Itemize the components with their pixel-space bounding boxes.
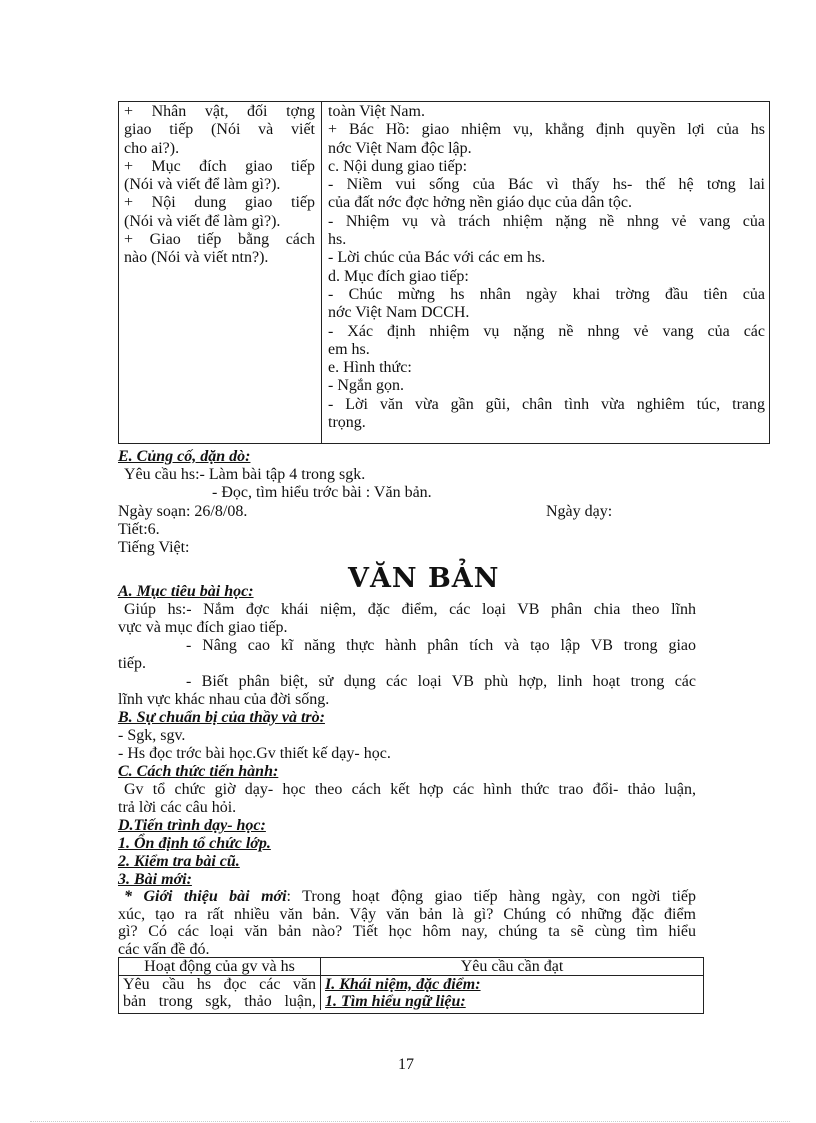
bottom-table [118, 957, 704, 1014]
para-line: Gv tổ chức giờ dạy- học theo cách kết hợp các hình thức trao đổi- thảo luận, [124, 781, 696, 798]
section-a-paragraph [118, 673, 696, 708]
header-cell: Hoạt động của gv và hs [119, 958, 321, 975]
table-line: d. Mục đích giao tiếp: [328, 267, 469, 285]
table-line: - Lời chúc của Bác với các em hs. [328, 249, 546, 267]
table-line: + Giao tiếp bằng cách [124, 231, 315, 249]
para-line: các vấn đề đó. [118, 940, 210, 958]
table-cell [321, 976, 703, 1010]
para-line: - Nâng cao kĩ năng thực hành phân tích và tạo lập VB trong giao [186, 637, 696, 654]
top-table-right-cell [322, 102, 769, 443]
table-line: (Nói và viết để làm gì?). [124, 176, 281, 194]
section-d-heading: D.Tiến trình dạy- học: [118, 817, 266, 834]
cell-line: Yêu cầu hs đọc các văn [123, 976, 316, 993]
table-line: nào (Nói và viết ntn?). [124, 249, 269, 267]
section-b-heading: B. Sự chuẩn bị của thầy và trò: [118, 709, 325, 726]
section-b-line: - Sgk, sgv. [118, 727, 186, 744]
header-cell: Yêu cầu cần đạt [460, 958, 564, 975]
para-line: tiếp. [118, 654, 146, 672]
intro-text: : Trong hoạt động giao tiếp hàng ngày, con ngời tiếp [286, 888, 696, 905]
table-line: c. Nội dung giao tiếp: [328, 157, 468, 175]
para-line: trả lời các câu hỏi. [118, 798, 237, 816]
table-line: nớc Việt Nam DCCH. [328, 304, 470, 322]
table-line: + Mục đích giao tiếp [124, 157, 315, 175]
para-line [118, 888, 696, 906]
table-line: toàn Việt Nam. [328, 103, 425, 120]
table-header-row [119, 958, 703, 976]
section-c-paragraph [118, 781, 696, 816]
table-line: giao tiếp (Nói và viết [124, 121, 315, 139]
table-line: hs. [328, 231, 347, 249]
cell-line: I. Khái niệm, đặc điểm: [325, 976, 481, 993]
table-line: của đất nớc đợc hởng nền giáo dục của dân tộc. [328, 194, 632, 212]
table-line: + Bác Hồ: giao nhiệm vụ, khẳng định quyền lợi của hs [328, 121, 765, 139]
cell-line: 1. Tìm hiểu ngữ liệu: [325, 993, 466, 1010]
section-e-line: Yêu cầu hs:- Làm bài tập 4 trong sgk. [124, 466, 366, 483]
table-line: - Ngắn gọn. [328, 377, 404, 395]
section-d-item: 2. Kiểm tra bài cũ. [118, 853, 240, 870]
table-line: - Niềm vui sống của Bác vì thấy hs- thế hệ tơng lai [328, 176, 765, 194]
table-line: e. Hình thức: [328, 359, 412, 377]
table-line: nớc Việt Nam độc lập. [328, 139, 472, 157]
section-a-heading: A. Mục tiêu bài học: [118, 583, 254, 600]
para-line: gì? Có các loại văn bản nào? Tiết học hôm nay, chúng ta sẽ cùng tìm hiểu [118, 923, 696, 940]
section-c-heading: C. Cách thức tiến hành: [118, 763, 279, 780]
table-line: em hs. [328, 340, 370, 358]
section-d-item: 3. Bài mới: [118, 871, 192, 888]
page-number: 17 [398, 1056, 414, 1073]
mon-hoc: Tiếng Việt: [118, 539, 190, 556]
top-table-left-cell [119, 102, 322, 443]
para-line: - Biết phân biệt, sử dụng các loại VB phù hợp, linh hoạt trong các [186, 673, 696, 690]
cell-line: bản trong sgk, thảo luận, [123, 993, 316, 1010]
section-b-line: - Hs đọc trớc bài học.Gv thiết kế dạy- học. [118, 745, 391, 762]
table-line: cho ai?). [124, 139, 180, 157]
section-a-paragraph [118, 601, 696, 636]
section-e-line: - Đọc, tìm hiểu trớc bài : Văn bản. [212, 484, 432, 501]
top-table [118, 101, 770, 444]
table-line: + Nội dung giao tiếp [124, 194, 315, 212]
para-line: lĩnh vực khác nhau của đời sống. [118, 690, 330, 708]
section-d-item: 1. Ổn định tổ chức lớp. [118, 835, 271, 852]
tiet: Tiết:6. [118, 521, 160, 538]
table-line: (Nói và viết để làm gì?). [124, 212, 281, 230]
section-a-paragraph [118, 637, 696, 672]
ngay-day: Ngày dạy: [546, 503, 613, 520]
lesson-title: VĂN BẢN [348, 563, 500, 594]
table-line: + Nhân vật, đối tợng [124, 103, 315, 120]
table-line: - Lời văn vừa gần gũi, chân tình vừa nghiêm túc, trang [328, 395, 765, 413]
section-e-heading: E. Củng cố, dặn dò: [118, 448, 251, 465]
para-line: vực và mục đích giao tiếp. [118, 618, 288, 636]
table-cell [119, 976, 321, 1010]
ngay-soan: Ngày soạn: 26/8/08. [118, 503, 248, 520]
page-bottom-divider [30, 1121, 790, 1122]
intro-label: * Giới thiệu bài mới [124, 888, 287, 905]
table-line: - Chúc mừng hs nhân ngày khai trờng đầu tiên của [328, 285, 765, 303]
table-line: trọng. [328, 414, 366, 432]
para-line: Giúp hs:- Nắm đợc khái niệm, đặc điểm, các loại VB phân chia theo lĩnh [124, 601, 696, 618]
table-line: - Xác định nhiệm vụ nặng nề nhng vẻ vang của các [328, 322, 765, 340]
table-row [119, 976, 703, 1010]
intro-paragraph [118, 888, 696, 958]
para-line: xúc, tạo ra rất nhiều văn bản. Vậy văn bản là gì? Chúng có những đặc điểm [118, 905, 696, 923]
table-line: - Nhiệm vụ và trách nhiệm nặng nề nhng vẻ vang của [328, 212, 765, 230]
